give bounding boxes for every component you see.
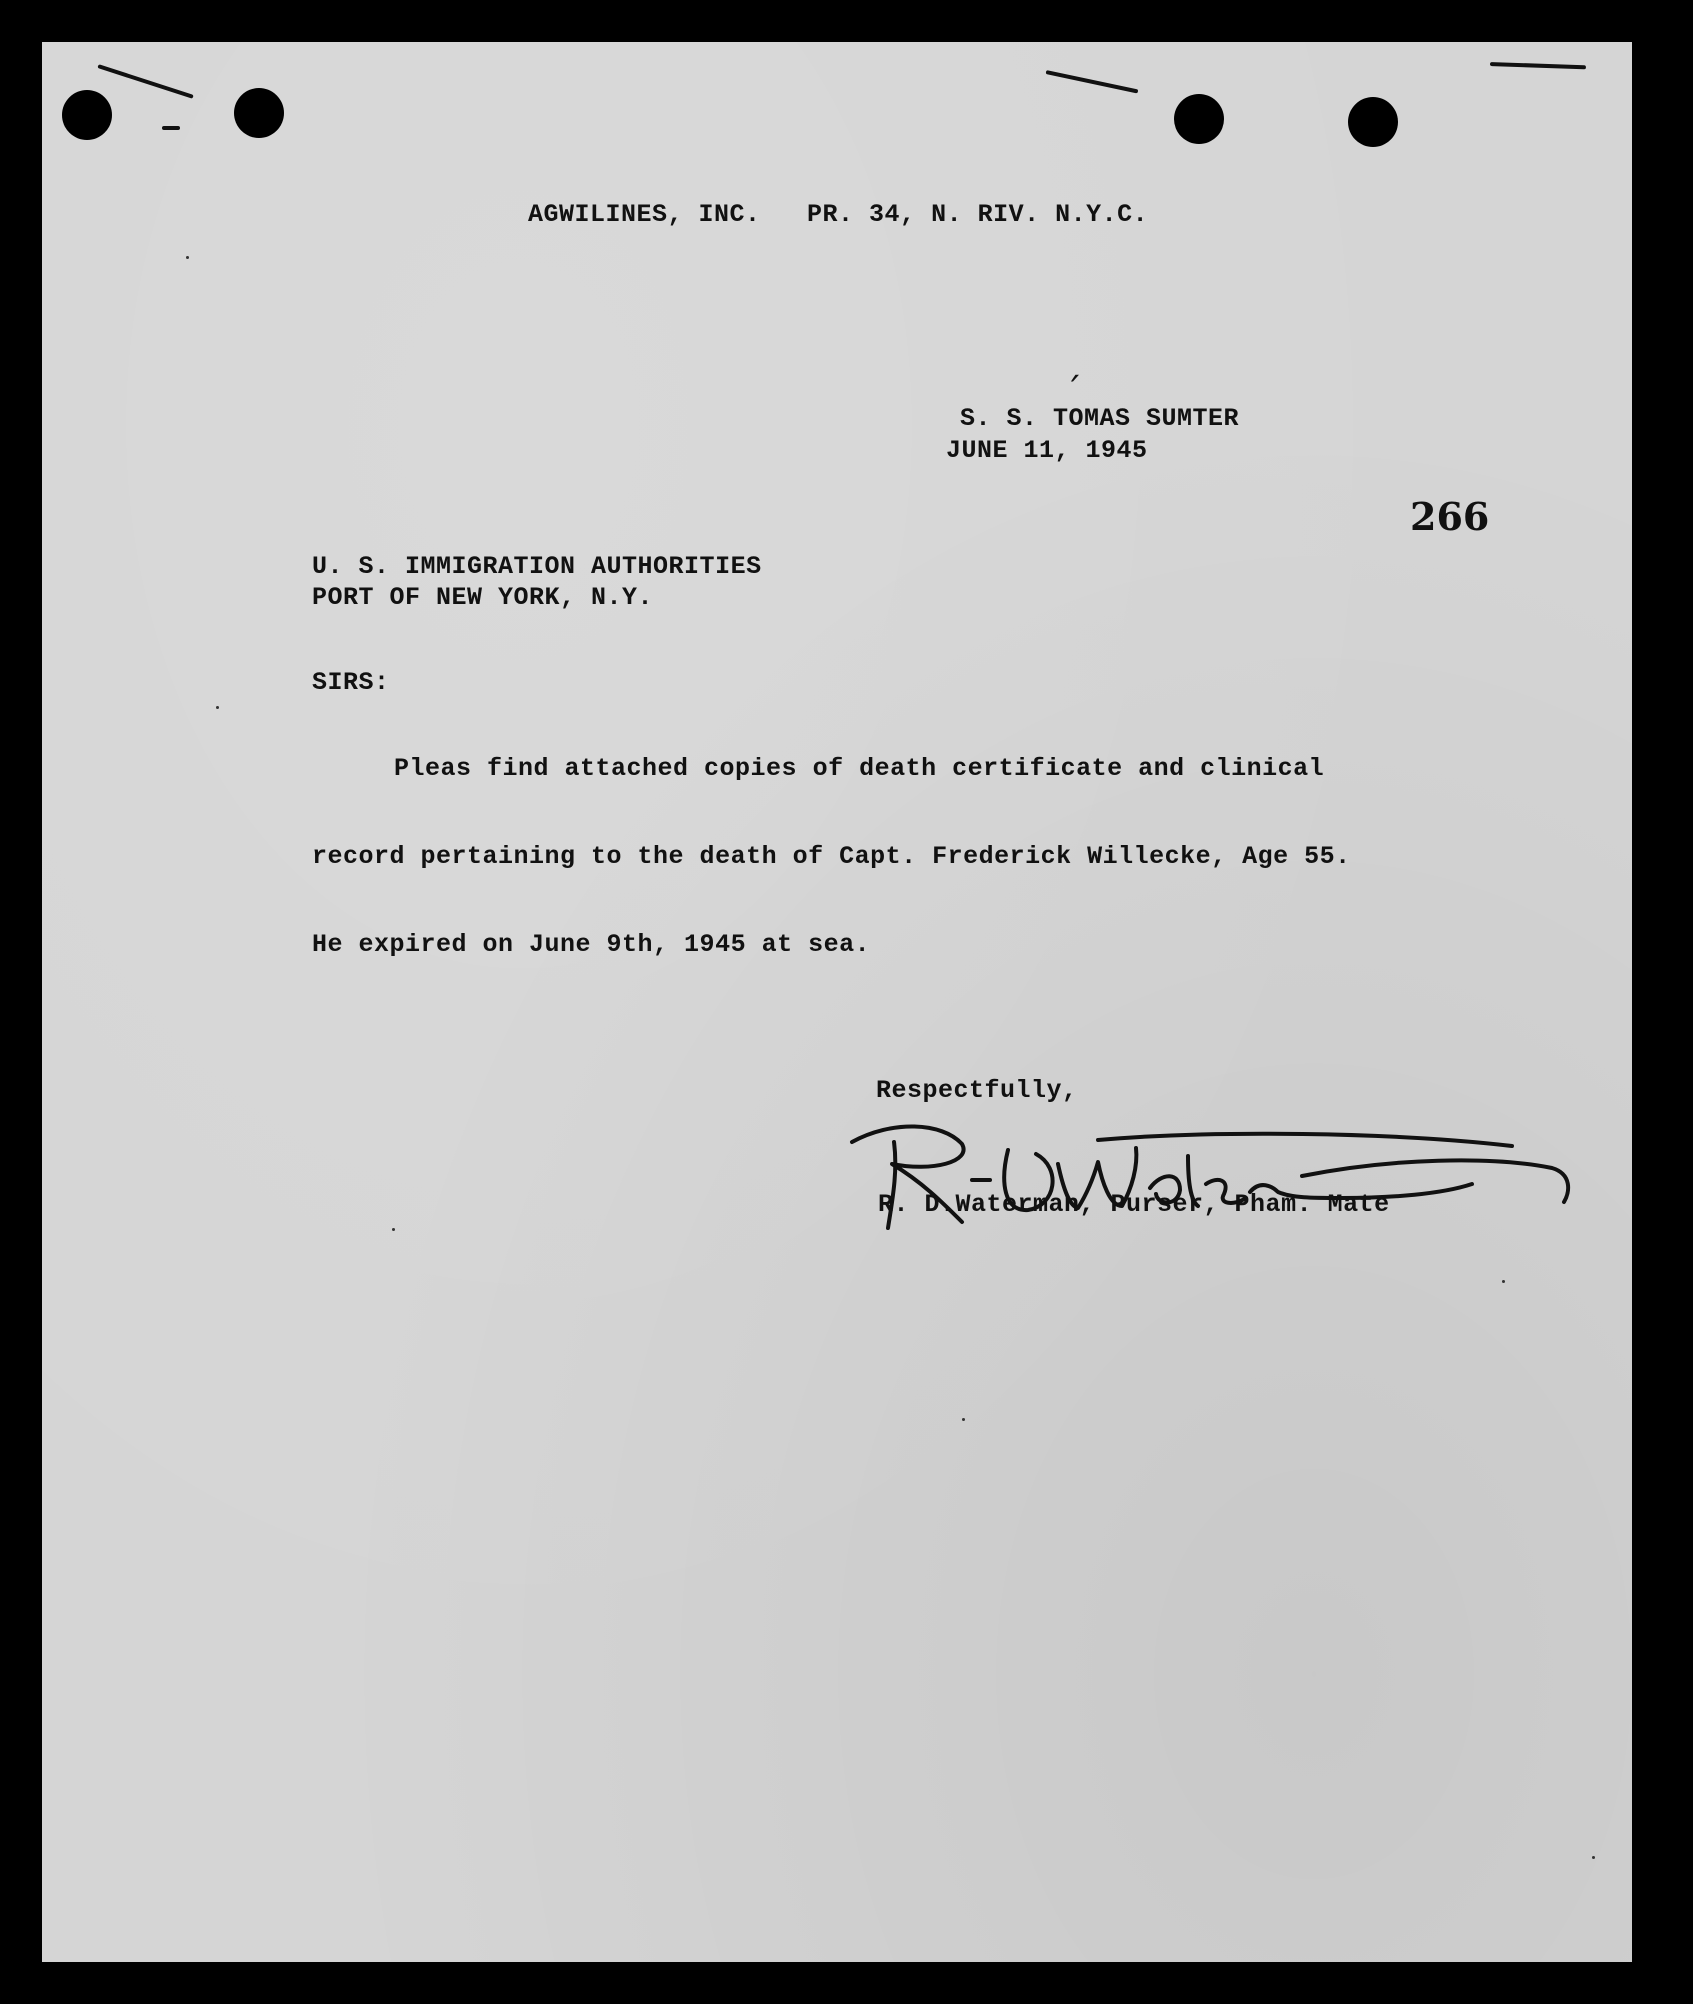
punch-hole [1174,94,1224,144]
file-number: 266 [1410,494,1490,539]
speck [216,706,219,709]
speck [392,1228,395,1231]
scratch-mark [97,64,193,99]
letterhead: AGWILINES, INC. PR. 34, N. RIV. N.Y.C. [528,200,1149,229]
scratch-mark [162,126,180,130]
addressee-line-1: U. S. IMMIGRATION AUTHORITIES [312,552,762,581]
body-line-2: record pertaining to the death of Capt. Frederick Willecke, Age 55. [312,842,1351,871]
complimentary-close: Respectfully, [876,1076,1078,1105]
signer-line: R. D.Waterman, Purser, Pham. Mate [878,1190,1390,1219]
punch-hole [1348,97,1398,147]
speck [186,256,189,259]
speck [1502,1280,1505,1283]
letter-page [42,42,1632,1962]
handwritten-accent: ´ [1064,372,1082,413]
punch-hole [234,88,284,138]
scratch-mark [1490,62,1586,69]
letter-date: JUNE 11, 1945 [946,436,1148,465]
speck [962,1418,965,1421]
salutation: SIRS: [312,668,390,697]
body-line-3: He expired on June 9th, 1945 at sea. [312,930,871,959]
speck [1592,1856,1595,1859]
addressee-line-2: PORT OF NEW YORK, N.Y. [312,583,654,612]
scratch-mark [1046,70,1139,93]
ship-name: S. S. TOMAS SUMTER [960,404,1240,433]
punch-hole [62,90,112,140]
body-line-1: Pleas find attached copies of death certificate and clinical [394,754,1325,783]
